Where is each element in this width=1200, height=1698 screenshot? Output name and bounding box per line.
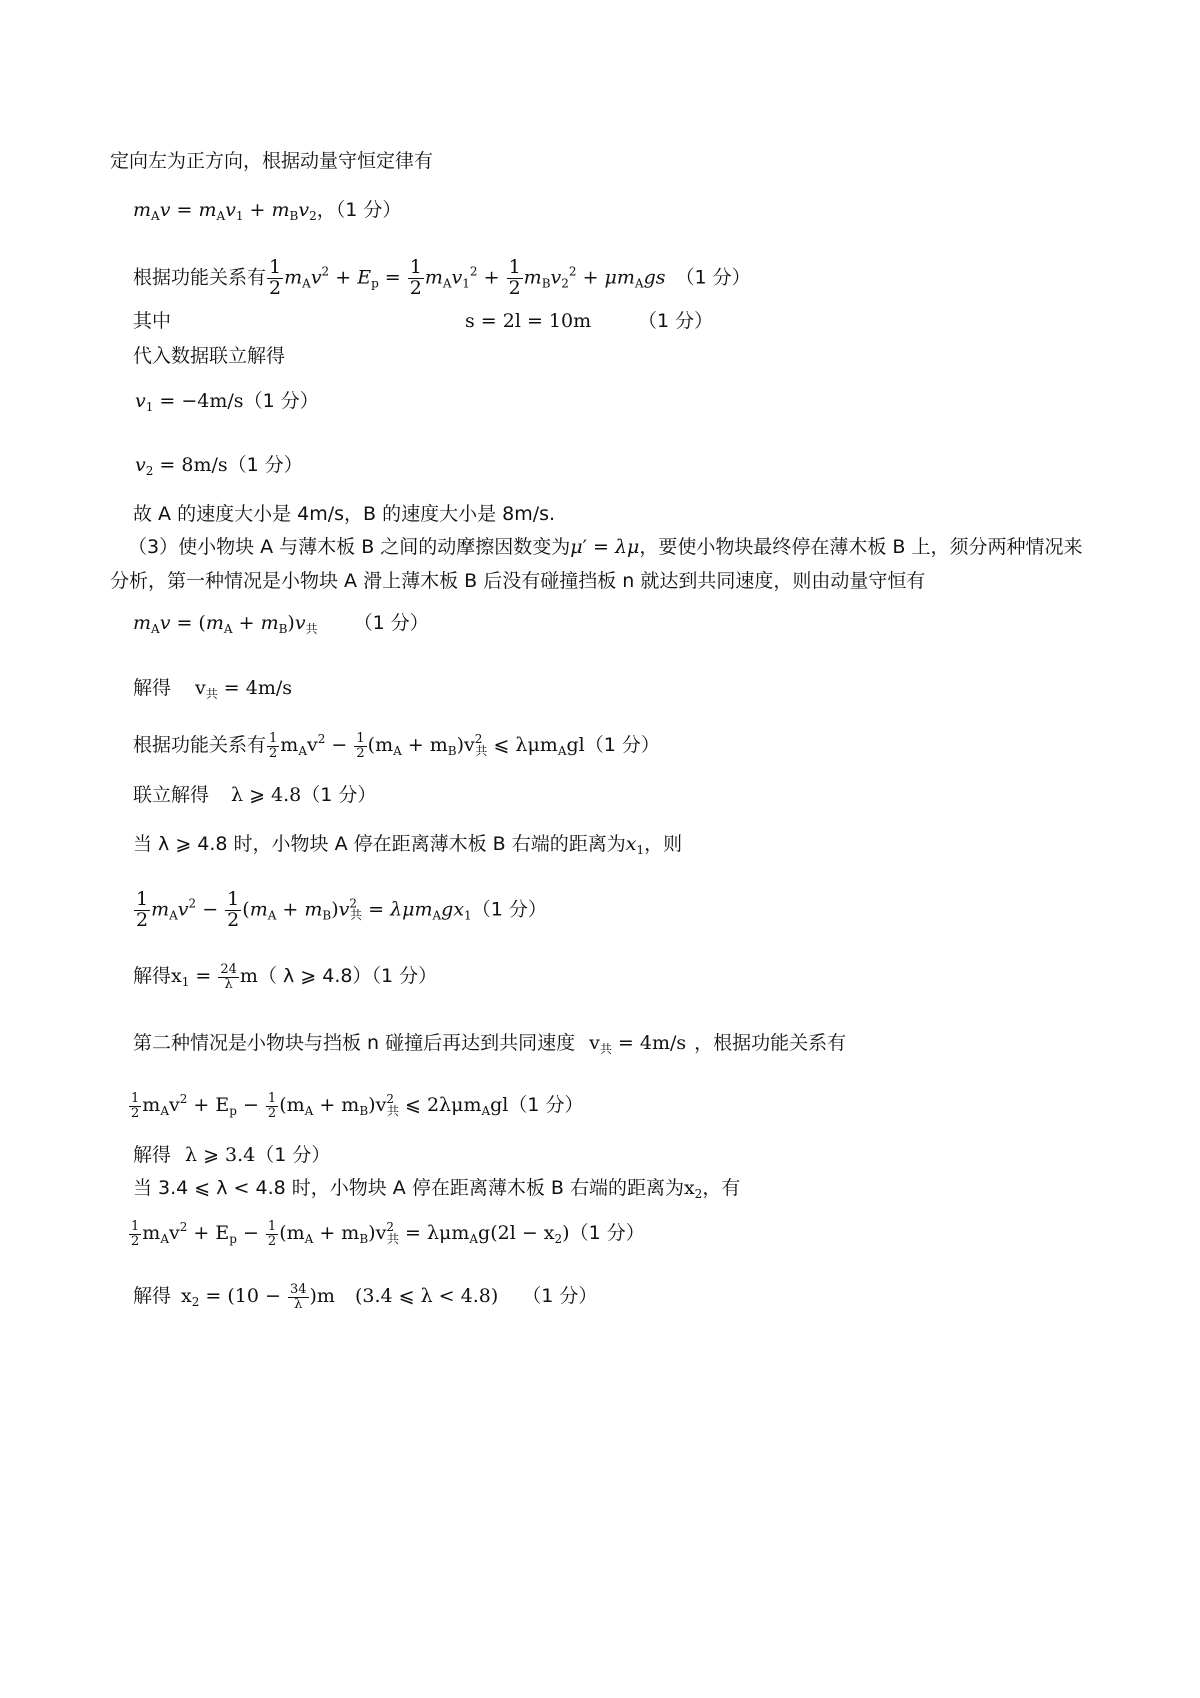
text-line-21: 当 3.4 ⩽ λ < 4.8 时，小物块 A 停在距离薄木板 B 右端的距离为$x_2$，有 bbox=[133, 1177, 741, 1201]
equation-energy-x2: $\frac{1}{2}$ $m_Av^2 + E_p$ − $\frac{1}{2}$ $(m_A + m_B)v^2_共 = \lambda\mu m_Ag(2l - x_2)(1$ 分） bbox=[131, 1219, 645, 1249]
score-label: （1 分） bbox=[675, 266, 751, 289]
lambda-bound-1: λ ⩾ 4.8 bbox=[231, 784, 302, 806]
fraction-denominator: λ bbox=[294, 1296, 303, 1312]
text-line-5: 代入数据联立解得 bbox=[133, 345, 286, 367]
text-18a: 第二种情况是小物块与挡板 n 碰撞后再达到共同速度 bbox=[133, 1032, 576, 1054]
score-label: （1 分） bbox=[569, 1222, 645, 1245]
v-common-value: = 4m/s bbox=[611, 1032, 687, 1054]
condition: （ λ ⩾ 4.8） bbox=[257, 965, 372, 988]
fraction-numerator: 24 bbox=[220, 962, 237, 977]
score-label: （1 分） bbox=[243, 390, 319, 412]
score-label: （1 分） bbox=[255, 1144, 331, 1166]
score-label: （1 分） bbox=[522, 1285, 598, 1308]
lambda-bound-2: λ ⩾ 3.4 bbox=[185, 1144, 256, 1166]
text-line-8: 故 A 的速度大小是 4m/s，B 的速度大小是 8m/s. bbox=[133, 503, 556, 525]
score-label: （1 分） bbox=[371, 965, 438, 988]
subscript-gong: 共 bbox=[386, 1232, 399, 1247]
text-line-4a: 其中 bbox=[133, 310, 172, 332]
equation-s: s = 2l = 10m bbox=[465, 310, 592, 332]
fraction-numerator: 34 bbox=[289, 1282, 307, 1297]
score-label: （1 分） bbox=[227, 454, 303, 476]
equation-x1-result: 解得$x_1$ = $\frac{24}{\lambda}$ m（ λ ⩾ 4.8）（1 分） bbox=[133, 962, 438, 992]
subscript-gong: 共 bbox=[305, 622, 318, 636]
text-line-1: 定向左为正方向，根据动量守恒定律有 bbox=[110, 150, 434, 172]
text-21b: ，有 bbox=[702, 1177, 741, 1199]
subscript-gong: 共 bbox=[350, 908, 363, 923]
label-jiede: 解得 bbox=[133, 677, 172, 699]
label-jiede: 解得 bbox=[133, 965, 172, 988]
condition: (3.4 ⩽ λ < 4.8) bbox=[354, 1285, 499, 1308]
equation-momentum-common: $m_Av = (m_A + m_B)v_共$ （1 分） bbox=[133, 612, 429, 636]
equation-lambda-2 bbox=[133, 1142, 330, 1168]
score-label: （1 分） bbox=[584, 734, 660, 757]
paragraph-text-a: （3）使小物块 A 与薄木板 B 之间的动摩擦因数变为 bbox=[128, 536, 571, 558]
text-18b: ，根据功能关系有 bbox=[694, 1032, 847, 1054]
v-common-value: = 4m/s bbox=[217, 677, 293, 699]
equation-lambda-1 bbox=[133, 782, 376, 808]
equation-v-common: 解得 $v_共 = 4m/s$ bbox=[133, 677, 293, 701]
paragraph-text-c: 种情况来分析，第一种情况是小物块 A 滑上薄木板 B 后没有碰撞挡板 n 就达到共同速度，则由动量守恒有 bbox=[110, 536, 1083, 592]
text-21a: 当 3.4 ⩽ λ < 4.8 时，小物块 A 停在距离薄木板 B 右端的距离为 bbox=[133, 1177, 684, 1199]
equation-v1: $v_1 = -4m/s(1$ 分） bbox=[135, 390, 319, 414]
equation-prefix: 根据功能关系有 bbox=[133, 266, 267, 289]
paragraph-text-b: ，要使小物块最终停在薄木板 B 上，须分两 bbox=[639, 536, 1007, 558]
equation-energy: 根据功能关系有 $\frac{1}{2}$ $m_Av^2 + E_p$ = $\frac{1}{2}$ $m_Av_1^2$ + $\frac{1}{2}$ $m_Bv_2^2 + \mu m_Ags$ （1 分） bbox=[133, 256, 751, 299]
label-lianli: 联立解得 bbox=[133, 784, 210, 806]
equation-momentum: $m_Av = m_Av_1 + m_Bv_2$，（1 分） bbox=[133, 199, 402, 223]
subscript-gong: 共 bbox=[386, 1104, 399, 1119]
text-15b: ，则 bbox=[644, 833, 683, 855]
equation-v2: $v_2 = 8m/s(1$ 分） bbox=[135, 454, 303, 478]
subscript-gong: 共 bbox=[475, 744, 488, 759]
subscript-gong: 共 bbox=[205, 687, 218, 701]
paragraph-part-3: （3）使小物块 A 与薄木板 B 之间的动摩擦因数变为μ′ = λμ，要使小物块最终停在薄木板 B 上，须分两种情况来分析，第一种情况是小物块 A 滑上薄木板 B 后没有碰撞挡板 n 就达到共同速度，则由动量守恒有 bbox=[110, 536, 1083, 592]
text-line-18: 第二种情况是小物块与挡板 n 碰撞后再达到共同速度 $v_共 = 4m/s$ ，根据功能关系有 bbox=[133, 1032, 847, 1056]
v2-value: = 8m/s bbox=[153, 454, 228, 476]
score-label: （1 分） bbox=[353, 612, 429, 634]
label-jiede: 解得 bbox=[133, 1144, 172, 1166]
text-15a: 当 λ ⩾ 4.8 时，小物块 A 停在距离薄木板 B 右端的距离为 bbox=[133, 833, 626, 855]
subscript-gong: 共 bbox=[599, 1042, 612, 1056]
label-jiede: 解得 bbox=[133, 1285, 172, 1308]
fraction-denominator: λ bbox=[224, 976, 233, 992]
score-label: （1 分） bbox=[638, 310, 714, 332]
equation-energy-ineq-1: 根据功能关系有 $\frac{1}{2}$ $m_Av^2$ − $\frac{1}{2}$ $(m_A + m_B)v^2_共$ ⩽ λμm$_A$gl（1 分） bbox=[133, 731, 660, 761]
text-line-15: 当 λ ⩾ 4.8 时，小物块 A 停在距离薄木板 B 右端的距离为$x_1$，则 bbox=[133, 833, 683, 857]
score-label: （1 分） bbox=[301, 784, 377, 806]
score-label: ，（1 分） bbox=[316, 199, 402, 221]
equation-prefix: 根据功能关系有 bbox=[133, 734, 267, 757]
v1-value: = −4m/s bbox=[153, 390, 244, 412]
equation-energy-ineq-2: $\frac{1}{2}$ $m_Av^2 + E_p$ − $\frac{1}{2}$ $(m_A + m_B)v^2_共$ ⩽ 2λμm$_A$gl（1 分） bbox=[131, 1091, 584, 1121]
equation-energy-x1: $\frac{1}{2}$ $m_Av^2$ − $\frac{1}{2}$ $(m_A + m_B)v^2_共 = \lambda\mu m_Agx_1(1$ 分） bbox=[136, 888, 547, 931]
score-label: （1 分） bbox=[471, 898, 547, 921]
score-label: （1 分） bbox=[508, 1094, 584, 1117]
equation-x2-result: 解得 $x_2 = (10$ − $\frac{34}{\lambda}$ )m (3.4 ⩽ λ < 4.8) （1 分） bbox=[133, 1282, 598, 1312]
